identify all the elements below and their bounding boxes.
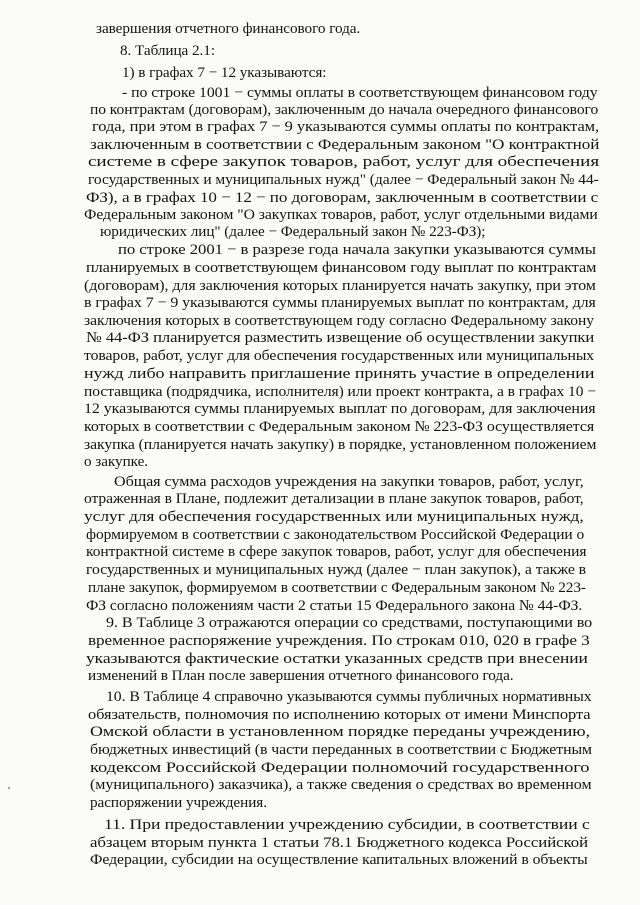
text-line: о закупке. <box>84 453 149 470</box>
text-line: (договорам), для заключения которых планируется начать закупку, при этом <box>84 277 596 294</box>
text-line: заключения которых в соответствующем году согласно Федеральному закону <box>84 312 594 329</box>
text-line: абзацем вторым пункта 1 статьи 78.1 Бюджетного кодекса Российской <box>90 834 589 851</box>
text-line: Омской области в установленном порядке переданы учреждению, <box>90 723 591 740</box>
text-line: в графах 7 − 9 указываются суммы планируемых выплат по контрактам, для <box>84 294 596 311</box>
text-line: Федерации, субсидии на осуществление капитальных вложений в объекты <box>90 851 588 868</box>
text-line: изменений в План после завершения отчетного финансового года. <box>88 667 514 684</box>
text-line: указываются фактические остатки указанных средств при внесении <box>86 650 588 667</box>
text-line: ФЗ согласно положениям части 2 статьи 15 Федерального закона № 44-ФЗ. <box>86 597 583 614</box>
text-line: временное распоряжение учреждения. По строкам 010, 020 в графе 3 <box>88 632 590 649</box>
text-line: № 44-ФЗ планируется разместить извещение об осуществлении закупки <box>86 329 595 346</box>
text-line: обязательств, полномочия по исполнению которых от имени Минспорта <box>88 706 591 723</box>
text-line: формируемом в соответствии с законодательством Российской Федерации о <box>86 526 585 543</box>
text-line: которых в соответствии с Федеральным законом № 223-ФЗ осуществляется <box>84 418 595 435</box>
text-line: 12 указываются суммы планируемых выплат по договорам, для заключения <box>84 400 596 417</box>
text-line: Федеральным законом "О закупках товаров, работ, услуг отдельными видами <box>84 206 598 223</box>
text-line: 10. В Таблице 4 справочно указываются суммы публичных нормативных <box>106 688 592 705</box>
text-line: плане закупок, формируемом в соответствии с Федеральным законом № 223- <box>88 579 586 596</box>
scan-speck <box>8 787 10 789</box>
text-line: закупка (планируется начать закупку) в порядке, установленном положением <box>84 436 597 453</box>
text-line: (муниципального) заказчика), а также сведения о средствах во временном <box>90 776 592 793</box>
text-line: завершения отчетного финансового года. <box>96 20 361 37</box>
text-line: - по строке 1001 − суммы оплаты в соответствующем финансовом году <box>122 84 598 101</box>
text-line: государственных и муниципальных нужд" (далее − Федеральный закон № 44- <box>88 171 599 188</box>
text-line: ФЗ), а в графах 10 − 12 − по договорам, заключенным в соответствии с <box>86 189 599 206</box>
text-line: системе в сфере закупок товаров, работ, услуг для обеспечения <box>88 153 600 170</box>
text-line: Общая сумма расходов учреждения на закупки товаров, работ, услуг, <box>114 473 584 490</box>
text-line: 1) в графах 7 − 12 указываются: <box>122 64 327 81</box>
text-line: 8. Таблица 2.1: <box>120 42 216 59</box>
text-line: нужд либо направить приглашение принять участие в определении <box>84 365 595 382</box>
text-line: товаров, работ, услуг для обеспечения государственных или муниципальных <box>84 347 595 364</box>
text-line: юридических лиц" (далее − Федеральный закон № 223-ФЗ); <box>100 223 486 240</box>
text-line: 11. При предоставлении учреждению субсидии, в соответствии с <box>104 816 590 833</box>
text-line: по строке 2001 − в разрезе года начала закупки указываются суммы <box>118 241 596 258</box>
text-line: поставщика (подрядчика, исполнителя) или проект контракта, а в графах 10 − <box>84 383 596 400</box>
text-line: кодексом Российской Федерации полномочий государственного <box>90 759 590 776</box>
text-line: контрактной системе в сфере закупок товаров, работ, услуг для обеспечения <box>86 543 587 560</box>
text-line: 9. В Таблице 3 отражаются операции со средствами, поступающими во <box>106 614 593 631</box>
text-line: государственных и муниципальных нужд (далее − план закупок), а также в <box>86 561 587 578</box>
text-line: услуг для обеспечения государственных или муниципальных нужд, <box>84 508 584 525</box>
text-line: распоряжении учреждения. <box>90 794 267 811</box>
text-line: бюджетных инвестиций (в части переданных в соответствии с Бюджетным <box>90 741 592 758</box>
text-line: заключенным в соответствии с Федеральным законом "О контрактной <box>90 136 600 153</box>
text-line: планируемых в соответствующем финансовом году выплат по контрактам <box>86 259 597 276</box>
text-line: отраженная в Плане, подлежит детализации в плане закупок товаров, работ, <box>84 490 584 507</box>
text-line: по контрактам (договорам), заключенным до начала очередного финансового <box>90 101 599 118</box>
text-line: года, при этом в графах 7 − 9 указываются суммы оплаты по контрактам, <box>92 118 600 135</box>
